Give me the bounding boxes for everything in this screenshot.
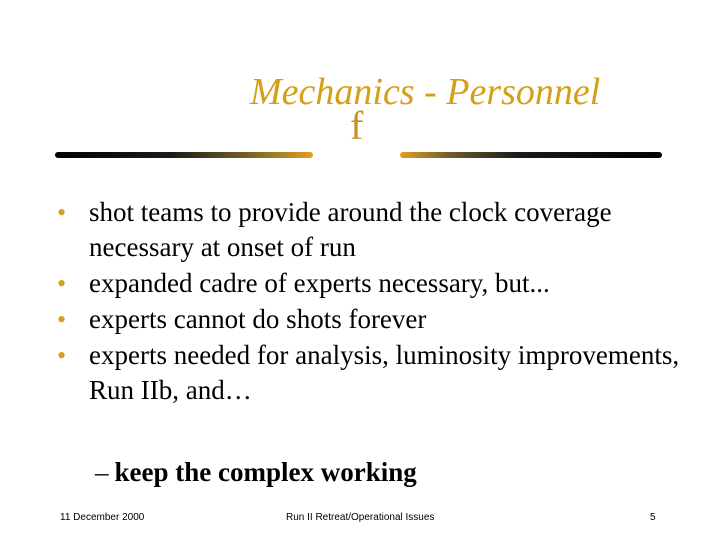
title-divider-glyph: f [350, 103, 364, 148]
bullet-item [55, 266, 695, 301]
bullet-item [55, 338, 695, 408]
bullet-text: expanded cadre of experts necessary, but... [89, 268, 550, 298]
sub-bullet-dash: – [95, 457, 109, 487]
page-number: 5 [650, 512, 656, 523]
slide-title: Mechanics - Personnel [250, 71, 601, 113]
bullet-dot-icon: • [57, 269, 67, 298]
title-rule-left [55, 152, 313, 158]
bullet-list [55, 195, 695, 409]
footer-title: Run II Retreat/Operational Issues [286, 512, 435, 523]
bullet-text: experts cannot do shots forever [89, 304, 427, 334]
sub-bullet-text: keep the complex working [114, 457, 417, 487]
title-rule-right [400, 152, 662, 158]
sub-bullet [95, 455, 417, 490]
bullet-dot-icon: • [57, 305, 67, 334]
bullet-text: experts needed for analysis, luminosity improvements, Run IIb, and… [89, 340, 680, 405]
footer-date: 11 December 2000 [60, 512, 145, 523]
bullet-item [55, 195, 695, 265]
bullet-dot-icon: • [57, 341, 67, 370]
bullet-item [55, 302, 695, 337]
bullet-dot-icon: • [57, 198, 67, 227]
bullet-text: shot teams to provide around the clock coverage necessary at onset of run [89, 197, 612, 262]
